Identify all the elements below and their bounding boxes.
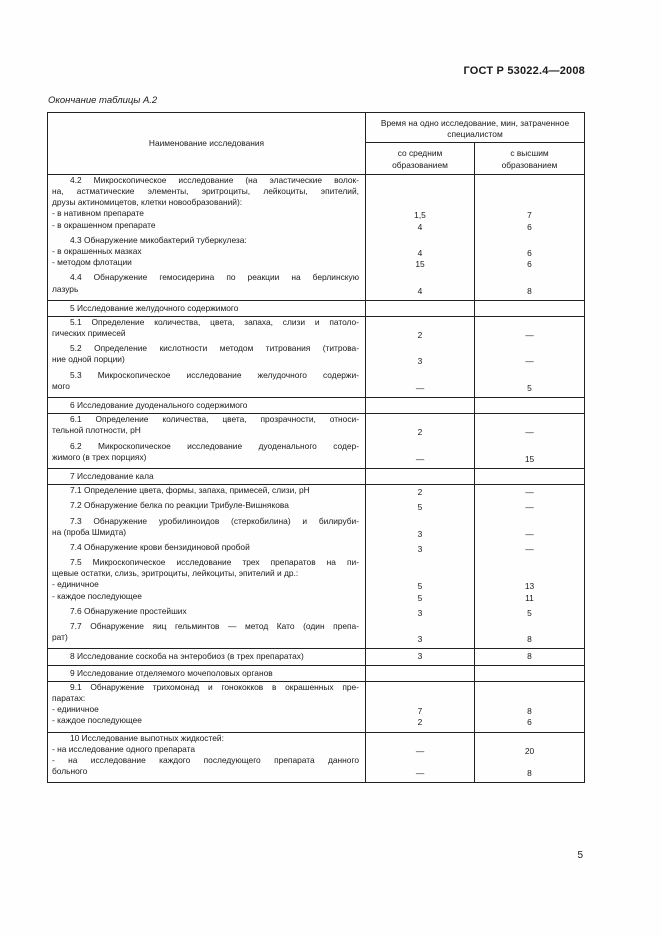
- time-higher-education: —: [525, 356, 534, 367]
- section-heading-row: [48, 665, 585, 681]
- header-secondary-education: со средним образованием: [366, 143, 475, 174]
- page-number: 5: [577, 850, 583, 861]
- examination-name-line: мого: [52, 380, 70, 391]
- examination-name-line: 7.7 Обнаружение яиц гельминтов — метод Като (один препа-: [70, 621, 359, 631]
- time-higher-education: 8: [527, 768, 532, 779]
- time-higher-education: 8: [527, 285, 532, 296]
- examination-name-line: друзы актиномицетов, клетки новообразований):: [52, 197, 243, 208]
- time-secondary-education: 2: [417, 427, 423, 438]
- time-secondary-education: 15: [415, 259, 425, 270]
- time-secondary-education: 4: [417, 221, 423, 232]
- time-higher-education: 8: [527, 651, 532, 662]
- time-secondary-education: 5: [417, 581, 423, 592]
- examination-name: 8 Исследование соскоба на энтеробиоз (в трех препаратах): [70, 651, 304, 662]
- table-block-row: [48, 316, 585, 397]
- examination-subitem: - каждое последующее: [52, 715, 142, 726]
- time-secondary-education: 4: [417, 247, 423, 258]
- time-higher-education: 15: [524, 453, 535, 464]
- examination-name-line: 5.1 Определение количества, цвета, запаха, слизи и патоло-: [70, 316, 359, 327]
- time-higher-education: 20: [524, 745, 535, 756]
- table-caption: Окончание таблицы А.2: [48, 95, 158, 106]
- examination-name-line: гических примесей: [52, 328, 126, 339]
- time-higher-education: 5: [527, 382, 532, 393]
- time-secondary-education: 2: [417, 330, 423, 341]
- section-title: 6 Исследование дуоденального содержимого: [70, 400, 248, 410]
- examination-name-line: рат): [52, 632, 68, 643]
- examination-subitem: - в нативном препарате: [52, 208, 144, 219]
- examination-name-line: 4.2 Микроскопическое исследование (на эластические волок-: [70, 174, 359, 185]
- time-secondary-education: —: [415, 382, 425, 393]
- time-secondary-education: 3: [417, 607, 423, 618]
- time-higher-education: 6: [527, 221, 532, 232]
- examination-name-line: жимого (в трех порциях): [52, 451, 147, 462]
- time-higher-education: —: [525, 330, 534, 341]
- examination-name-line: 7.6 Обнаружение простейших: [70, 605, 187, 616]
- examination-name-line: щевые остатки, слизь, эритроциты, лейкоциты, эпителий и др.:: [52, 568, 299, 579]
- examination-time-table: [47, 112, 585, 783]
- time-secondary-education: —: [415, 768, 425, 779]
- examination-subitem: - методом флотации: [52, 257, 132, 268]
- examination-subitem: - в окрашенном препарате: [52, 219, 156, 230]
- examination-subitem: - единичное: [52, 579, 99, 590]
- time-secondary-education: 3: [417, 528, 423, 539]
- time-secondary-education: 3: [417, 651, 423, 662]
- time-higher-education: —: [525, 528, 534, 539]
- time-higher-education: —: [525, 487, 534, 498]
- table-body: [48, 174, 585, 782]
- examination-name-line: тельной плотности, pH: [52, 425, 141, 436]
- examination-name-line: на (проба Шмидта): [52, 526, 127, 537]
- time-higher-education: 8: [527, 634, 532, 645]
- time-higher-education: 13: [524, 581, 535, 592]
- examination-name-line: 7.4 Обнаружение крови бензидиновой пробой: [70, 541, 250, 552]
- time-secondary-education: 1,5: [414, 210, 426, 221]
- time-higher-education: —: [525, 543, 534, 554]
- table-block-row: [48, 681, 585, 732]
- time-secondary-education: 2: [417, 487, 423, 498]
- examination-name-line: 4.4 Обнаружение гемосидерина по реакции на берлинскую: [70, 272, 359, 283]
- table-block-row: [48, 414, 585, 469]
- time-secondary-education: 3: [417, 356, 423, 367]
- time-secondary-education: 2: [417, 717, 423, 728]
- time-higher-education: 6: [527, 259, 532, 270]
- time-higher-education: 8: [527, 706, 532, 717]
- section-title: 7 Исследование кала: [70, 470, 154, 481]
- examination-name-line: 7.1 Определение цвета, формы, запаха, примесей, слизи, pH: [70, 485, 310, 496]
- section-heading-row: [48, 300, 585, 316]
- time-higher-education: 5: [527, 607, 532, 618]
- examination-name-line: паратах:: [52, 692, 86, 703]
- header-examination-name: Наименование исследования: [48, 113, 366, 175]
- table-block-row: [48, 174, 585, 300]
- table-block-row: [48, 732, 585, 783]
- examination-name-line: 10 Исследование выпотных жидкостей:: [70, 732, 224, 743]
- time-secondary-education: —: [415, 453, 425, 464]
- examination-name-line: ние одной порции): [52, 354, 125, 365]
- section-title: 9 Исследование отделяемого мочеполовых органов: [70, 667, 273, 678]
- time-secondary-education: 3: [417, 634, 423, 645]
- time-higher-education: 6: [527, 247, 532, 258]
- examination-subitem: - на исследование одного препарата: [52, 743, 196, 754]
- time-secondary-education: 5: [417, 502, 423, 513]
- examination-subitem: - в окрашенных мазках: [52, 245, 142, 256]
- examination-name-line: больного: [52, 766, 88, 777]
- time-higher-education: —: [525, 502, 534, 513]
- examination-name-line: 6.2 Микроскопическое исследование дуоденального содер-: [70, 440, 359, 451]
- table-block-row: [48, 485, 585, 649]
- time-higher-education: —: [525, 427, 534, 438]
- time-secondary-education: 5: [417, 592, 423, 603]
- examination-subitem: - единичное: [52, 704, 99, 715]
- section-title: 5 Исследование желудочного содержимого: [70, 302, 239, 313]
- examination-name-line: 7.5 Микроскопическое исследование трех препаратов на пи-: [70, 557, 359, 568]
- document-code: ГОСТ Р 53022.4—2008: [463, 65, 585, 77]
- time-higher-education: 11: [525, 592, 534, 603]
- header-higher-education: с высшим образованием: [475, 143, 585, 174]
- time-higher-education: 7: [527, 210, 532, 221]
- examination-name-line: 7.2 Обнаружение белка по реакции Трибуле-Вишнякова: [70, 500, 289, 511]
- examination-subitem: - на исследование каждого последующего препарата данного: [52, 754, 359, 765]
- examination-subitem: - каждое последующее: [52, 590, 142, 601]
- section-heading-row: [48, 468, 585, 484]
- examination-name-line: лазурь: [52, 283, 79, 294]
- examination-name-line: 5.3 Микроскопическое исследование желудочного содержи-: [70, 369, 359, 380]
- header-time-per-examination: Время на одно исследование, мин, затраченное специалистом: [366, 113, 585, 143]
- time-secondary-education: 7: [417, 706, 423, 717]
- table-row: [48, 649, 585, 665]
- time-secondary-education: 4: [417, 285, 423, 296]
- time-higher-education: 6: [527, 717, 532, 728]
- examination-name-line: 6.1 Определение количества, цвета, прозрачности, относи-: [70, 414, 359, 425]
- examination-name-line: 7.3 Обнаружение уробилиноидов (стеркобилина) и билируби-: [70, 515, 359, 526]
- time-secondary-education: 3: [417, 543, 423, 554]
- examination-name-line: на, астматические элементы, эритроциты, лейкоциты, эпителий,: [52, 186, 359, 196]
- examination-name-line: 5.2 Определение кислотности методом титрования (титрова-: [70, 343, 359, 354]
- time-secondary-education: —: [415, 745, 425, 756]
- examination-name-line: 9.1 Обнаружение трихомонад и гонококков в окрашенных пре-: [70, 681, 359, 692]
- section-heading-row: [48, 398, 585, 414]
- examination-name-line: 4.3 Обнаружение микобактерий туберкулеза:: [70, 234, 247, 245]
